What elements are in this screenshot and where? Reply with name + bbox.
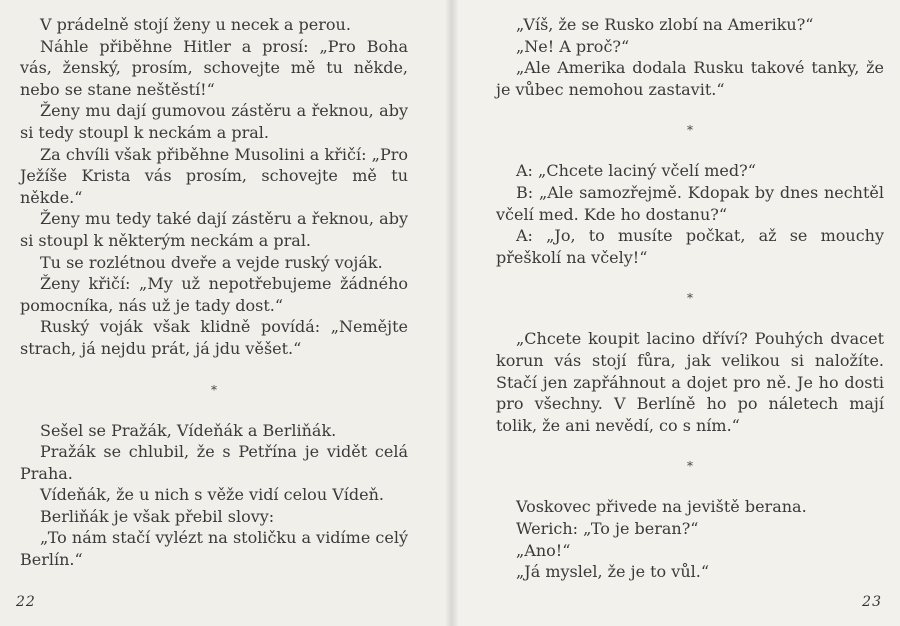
- anecdote-tanks: [496, 14, 884, 100]
- paragraph: Ruský voják však klidně povídá: „Nemějte strach, já nejdu prát, já jdu věšet.“: [20, 317, 408, 358]
- anecdote-firewood: [496, 328, 884, 436]
- paragraph: „Chcete koupit lacino dříví? Pouhých dvacet korun vás stojí fůra, jak velikou si naložíte. Stačí jen zapřáhnout a dojet pro ně. Je ho dosti pro všechny. V Berlíně ho po náletech mají tolik, že ani nevědí, co s ním.“: [496, 329, 884, 435]
- paragraph: Ženy mu tedy také dají zástěru a řeknou, aby si stoupl k některým neckám a pral.: [20, 209, 408, 250]
- book-gutter: [446, 0, 458, 626]
- section-separator: *: [687, 123, 693, 138]
- anecdote-ram: [496, 496, 884, 582]
- paragraph: „Já myslel, že je to vůl.“: [516, 562, 709, 582]
- paragraph: Sešel se Pražák, Vídeňák a Berliňák.: [40, 420, 337, 440]
- paragraph: Pražák se chlubil, že s Petřína je vidět celá Praha.: [20, 442, 408, 483]
- section-separator: *: [211, 382, 217, 397]
- paragraph: Ženy křičí: „My už nepotřebujeme žádného pomocníka, nás už je tady dost.“: [20, 274, 408, 315]
- paragraph: Tu se rozlétnou dveře a vejde ruský voják.: [40, 252, 383, 272]
- paragraph: Náhle přiběhne Hitler a prosí: „Pro Boha vás, ženský, prosím, schovejte mě tu někde, nebo se stane neštěstí!“: [20, 36, 408, 99]
- paragraph: „Ne! A proč?“: [516, 36, 630, 56]
- anecdote-honey: [496, 160, 884, 268]
- anecdote-cities: [20, 420, 408, 571]
- paragraph: A: „Chcete laciný včelí med?“: [516, 161, 756, 181]
- paragraph: Voskovec přivede na jeviště berana.: [516, 497, 807, 517]
- paragraph: „Ale Amerika dodala Rusku takové tanky, že je vůbec nemohou zastavit.“: [496, 58, 884, 99]
- right-page: [452, 0, 900, 626]
- paragraph: Vídeňák, že u nich s věže vidí celou Vídeň.: [40, 485, 384, 505]
- paragraph: „Víš, že se Rusko zlobí na Ameriku?“: [516, 15, 814, 34]
- paragraph: „Ano!“: [516, 540, 571, 560]
- page-number: 22: [16, 594, 36, 610]
- paragraph: Ženy mu dají gumovou zástěru a řeknou, aby si tedy stoupl k neckám a pral.: [20, 101, 408, 142]
- section-separator: *: [687, 459, 693, 474]
- paragraph: Werich: „To je beran?“: [516, 518, 699, 538]
- paragraph: Berliňák je však přebil slovy:: [40, 506, 275, 526]
- paragraph: B: „Ale samozřejmě. Kdopak by dnes nechtěl včelí med. Kde ho dostanu?“: [496, 182, 884, 224]
- left-page-text: [20, 14, 408, 571]
- paragraph: V prádelně stojí ženy u necek a perou.: [40, 15, 351, 34]
- paragraph: A: „Jo, to musíte počkat, až se mouchy přeškolí na včely!“: [496, 226, 884, 267]
- anecdote-laundry: [20, 14, 408, 360]
- paragraph: Za chvíli však přiběhne Musolini a křičí: „Pro Ježíše Krista vás prosím, schovejte mě tu někde.“: [20, 144, 408, 207]
- page-number: 23: [862, 594, 882, 610]
- right-page-text: [496, 14, 884, 583]
- section-separator: *: [687, 291, 693, 306]
- paragraph: „To nám stačí vylézt na stoličku a vidíme celý Berlín.“: [20, 528, 408, 570]
